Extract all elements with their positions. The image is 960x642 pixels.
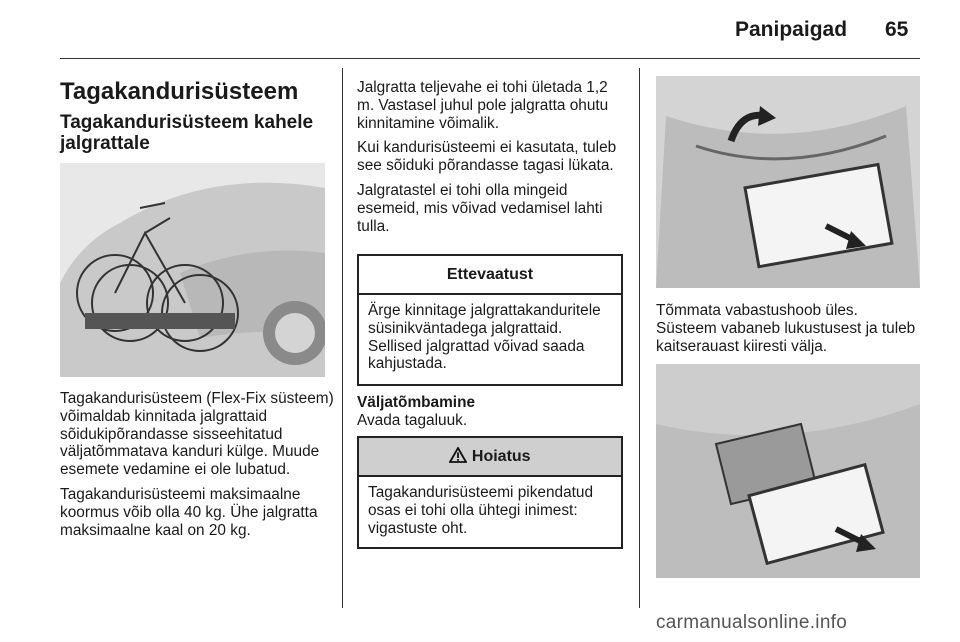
page-number: 65 (885, 18, 909, 41)
caution-title: Ettevaatust (359, 256, 621, 295)
caution-text: Ärge kinnitage jalgrattakanduritele süsinikväntadega jalgrattaid. Sellised jalgrattad võivad saada kahjustada. (368, 302, 601, 373)
carrier-extended-illustration (656, 364, 920, 578)
release-caption (656, 302, 920, 362)
column-1 (60, 78, 332, 154)
section-title: Tagakandurisüsteem (60, 78, 299, 105)
watermark: carmanualsonline.info (656, 612, 848, 633)
subsection-title: Tagakandurisüsteem kahele jalgrattale (60, 112, 314, 154)
extend-section (357, 394, 625, 430)
warning-box (357, 436, 623, 549)
load-paragraph: Tagakandurisüsteemi maksimaalne koormus võib olla 40 kg. Ühe jalgratta maksimaalne kaal on 20 kg. (60, 485, 318, 539)
release-lever-illustration (656, 76, 920, 288)
column-divider-1 (342, 68, 343, 608)
column-divider-2 (639, 68, 640, 608)
extend-heading: Väljatõmbamine (357, 394, 476, 411)
warning-title: Hoiatus (471, 448, 531, 465)
wheelbase-paragraph: Jalgratta teljevahe ei tohi ületada 1,2 m. Vastasel juhul pole jalgratta ohutu kinnitamine võimalik. (357, 79, 609, 132)
retract-paragraph: Kui kandurisüsteemi ei kasutata, tuleb see sõiduki põrandasse tagasi lükata. (357, 139, 617, 175)
caution-box (357, 254, 623, 386)
page-header-title: Panipaigad (735, 18, 848, 41)
extend-text: Avada tagaluuk. (357, 411, 468, 429)
warning-header (359, 438, 621, 477)
loose-items-paragraph: Jalgratastel ei tohi olla mingeid esemeid, mis võivad vedamisel lahti tulla. (357, 181, 603, 235)
warning-text: Tagakandurisüsteemi pikendatud osas ei tohi olla ühtegi inimest: vigastuste oht. (368, 484, 594, 537)
release-caption-text: Tõmmata vabastushoob üles. Süsteem vabaneb lukustusest ja tuleb kaitserauast kiiresti välja. (656, 302, 916, 355)
intro-paragraph: Tagakandurisüsteem (Flex-Fix süsteem) võimaldab kinnitada jalgrattaid sõidukipõrandasse sisseehitatud väljatõmmatava kanduri külge. Muude esemete vedamine ei ole lubatud. (60, 390, 334, 479)
warning-triangle-icon (449, 448, 471, 465)
column-1-body (60, 390, 335, 546)
header-divider (60, 58, 920, 59)
bike-carrier-illustration (60, 163, 325, 377)
column-2 (357, 79, 625, 242)
